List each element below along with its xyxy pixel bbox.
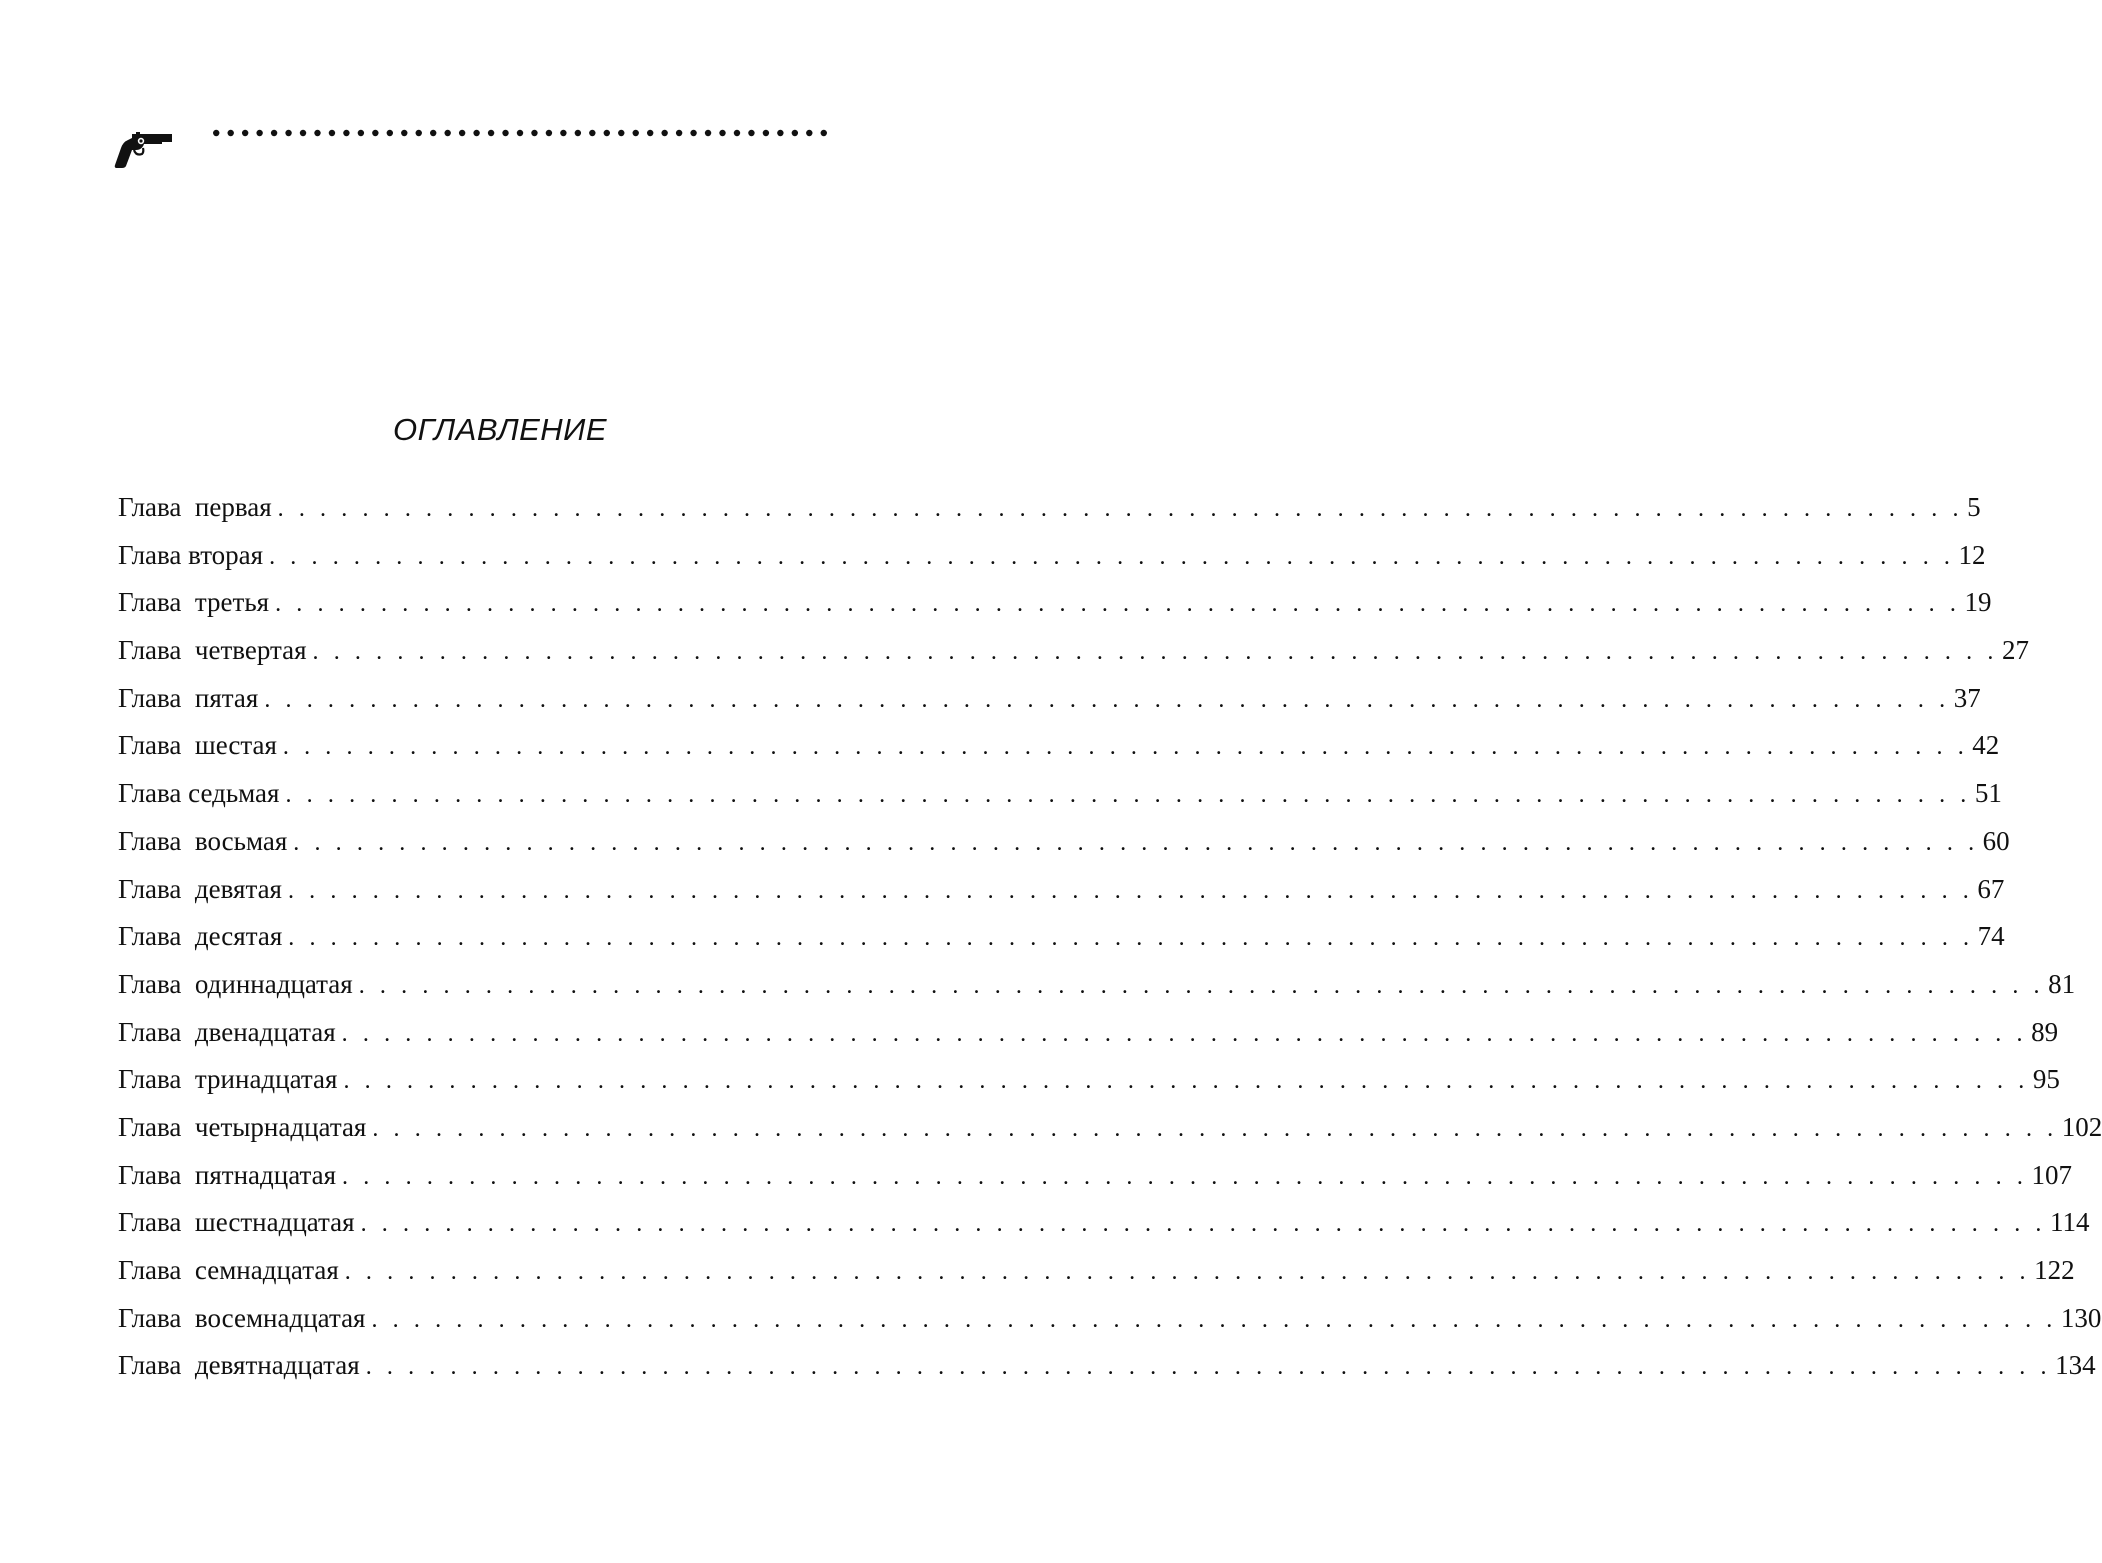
dot-leader: . . . . . . . . . . . . . . . . . . . . . . . . . . . . . . . . . . . . . . . . . . . . . . . . . . . . . . . . . . . . . . . . . . . . . . . . . . . . . . . . — [288, 925, 1974, 952]
toc-entry-page-number: 12 — [1958, 539, 1986, 570]
toc-entry-label: Глава семнадцатая — [118, 1255, 339, 1285]
toc-entry[interactable] — [118, 1350, 2096, 1398]
toc-entry[interactable] — [118, 1159, 2072, 1208]
toc-entry[interactable] — [118, 1064, 2060, 1112]
toc-entry[interactable] — [118, 1302, 2102, 1351]
table-of-contents — [118, 492, 2102, 1398]
dot-leader: . . . . . . . . . . . . . . . . . . . . . . . . . . . . . . . . . . . . . . . . . . . . . . . . . . . . . . . . . . . . . . . . . . . . . . . . . . . . . . . . — [344, 1259, 2031, 1285]
toc-entry-label: Глава четвертая — [118, 635, 307, 666]
dot-leader: . . . . . . . . . . . . . . . . . . . . . . . . . . . . . . . . . . . . . . . . . . . . . . . . . . . . . . . . . . . . . . . . . . . . . . . . . . . . . . . . — [275, 591, 1961, 618]
toc-entry-label: Глава первая — [118, 492, 272, 522]
dot-leader: . . . . . . . . . . . . . . . . . . . . . . . . . . . . . . . . . . . . . . . . . . . . . . . . . . . . . . . . . . . . . . . . . . . . . . . . . . . . . . . . — [277, 496, 1964, 522]
toc-entry-label: Глава девятнадцатая — [118, 1350, 360, 1381]
toc-entry[interactable] — [118, 921, 2005, 969]
toc-entry[interactable] — [118, 1207, 2090, 1255]
toc-entry-page-number: 37 — [1953, 682, 1981, 713]
toc-entry-label: Глава восемнадцатая — [118, 1302, 366, 1333]
toc-entry-page-number: 81 — [2048, 968, 2076, 999]
dot-leader: . . . . . . . . . . . . . . . . . . . . . . . . . . . . . . . . . . . . . . . . . . . . . . . . . . . . . . . . . . . . . . . . . . . . . . . . . . . . . . . . — [365, 1354, 2052, 1381]
dot-leader: . . . . . . . . . . . . . . . . . . . . . . . . . . . . . . . . . . . . . . . . . . . . . . . . . . . . . . . . . . . . . . . . . . . . . . . . . . . . . . . . — [312, 639, 1998, 666]
toc-entry-label: Глава третья — [118, 587, 270, 618]
toc-entry-page-number: 74 — [1977, 921, 2005, 952]
toc-entry-page-number: 134 — [2055, 1350, 2096, 1381]
dot-leader: . . . . . . . . . . . . . . . . . . . . . . . . . . . . . . . . . . . . . . . . . . . . . . . . . . . . . . . . . . . . . . . . . . . . . . . . . . . . . . . . — [343, 1068, 2029, 1095]
toc-entry-label: Глава десятая — [118, 921, 283, 952]
toc-entry[interactable] — [118, 1255, 2075, 1303]
toc-entry-label: Глава шестая — [118, 730, 277, 761]
toc-entry-page-number: 95 — [2032, 1064, 2060, 1095]
dot-leader: . . . . . . . . . . . . . . . . . . . . . . . . . . . . . . . . . . . . . . . . . . . . . . . . . . . . . . . . . . . . . . . . . . . . . . . . . . . . . . . . — [264, 686, 1950, 713]
toc-entry-label: Глава девятая — [118, 873, 282, 904]
toc-entry-page-number: 60 — [1982, 825, 2010, 856]
dot-leader: . . . . . . . . . . . . . . . . . . . . . . . . . . . . . . . . . . . . . . . . . . . . . . . . . . . . . . . . . . . . . . . . . . . . . . . . . . . . . . . . — [285, 782, 1971, 809]
dot-leader: . . . . . . . . . . . . . . . . . . . . . . . . . . . . . . . . . . . . . . . . . . . . . . . . . . . . . . . . . . . . . . . . . . . . . . . . . . . . . . . . — [293, 829, 1979, 856]
toc-entry[interactable] — [118, 587, 1992, 635]
toc-entry-page-number: 107 — [2031, 1159, 2072, 1190]
dot-leader: . . . . . . . . . . . . . . . . . . . . . . . . . . . . . . . . . . . . . . . . . . . . . . . . . . . . . . . . . . . . . . . . . . . . . . . . . . . . . . . . — [342, 1163, 2028, 1190]
toc-entry-page-number: 102 — [2061, 1111, 2102, 1142]
toc-entry-page-number: 5 — [1967, 492, 1981, 522]
toc-entry-label: Глава шестнадцатая — [118, 1207, 355, 1238]
dot-leader: . . . . . . . . . . . . . . . . . . . . . . . . . . . . . . . . . . . . . . . . . . . . . . . . . . . . . . . . . . . . . . . . . . . . . . . . . . . . . . . . — [269, 543, 1955, 570]
toc-entry-label: Глава тринадцатая — [118, 1064, 338, 1095]
dot-leader: . . . . . . . . . . . . . . . . . . . . . . . . . . . . . . . . . . . . . . . . . . . . . . . . . . . . . . . . . . . . . . . . . . . . . . . . . . . . . . . . — [287, 877, 1974, 904]
toc-entry-label: Глава одиннадцатая — [118, 968, 353, 999]
toc-entry-label: Глава пятая — [118, 682, 259, 713]
toc-entry-label: Глава седьмая — [118, 778, 280, 809]
dotted-rule — [209, 126, 831, 140]
toc-entry-label: Глава восьмая — [118, 825, 288, 856]
toc-entry-page-number: 122 — [2034, 1255, 2075, 1285]
toc-entry-page-number: 130 — [2060, 1302, 2102, 1333]
toc-entry-label: Глава двенадцатая — [118, 1016, 336, 1047]
page-header-ornament — [114, 122, 834, 172]
toc-entry-label: Глава четырнадцатая — [118, 1111, 367, 1142]
dot-leader: . . . . . . . . . . . . . . . . . . . . . . . . . . . . . . . . . . . . . . . . . . . . . . . . . . . . . . . . . . . . . . . . . . . . . . . . . . . . . . . . — [360, 1211, 2046, 1238]
toc-entry-label: Глава вторая — [118, 539, 264, 570]
toc-entry[interactable] — [118, 778, 2002, 826]
toc-entry-page-number: 27 — [2001, 635, 2029, 666]
dot-leader: . . . . . . . . . . . . . . . . . . . . . . . . . . . . . . . . . . . . . . . . . . . . . . . . . . . . . . . . . . . . . . . . . . . . . . . . . . . . . . . . — [358, 972, 2045, 999]
toc-entry[interactable] — [118, 825, 2010, 874]
toc-entry-page-number: 67 — [1977, 873, 2005, 904]
toc-entry[interactable] — [118, 635, 2029, 683]
toc-entry-page-number: 114 — [2050, 1207, 2090, 1238]
toc-entry[interactable] — [118, 1016, 2059, 1065]
toc-entry-label: Глава пятнадцатая — [118, 1159, 337, 1190]
toc-entry-page-number: 42 — [1972, 730, 2000, 761]
dot-leader: . . . . . . . . . . . . . . . . . . . . . . . . . . . . . . . . . . . . . . . . . . . . . . . . . . . . . . . . . . . . . . . . . . . . . . . . . . . . . . . . — [372, 1115, 2058, 1142]
revolver-icon — [114, 130, 176, 168]
toc-entry[interactable] — [118, 1111, 2102, 1160]
toc-entry[interactable] — [118, 730, 2000, 778]
toc-entry-page-number: 51 — [1974, 778, 2002, 809]
toc-entry[interactable] — [118, 873, 2005, 922]
toc-title: ОГЛАВЛЕНИЕ — [392, 412, 608, 447]
toc-entry[interactable] — [118, 682, 1981, 731]
toc-entry[interactable] — [118, 539, 1986, 588]
toc-entry[interactable] — [118, 968, 2076, 1017]
dot-leader: . . . . . . . . . . . . . . . . . . . . . . . . . . . . . . . . . . . . . . . . . . . . . . . . . . . . . . . . . . . . . . . . . . . . . . . . . . . . . . . . — [341, 1020, 2028, 1047]
toc-entry[interactable] — [118, 492, 1981, 540]
toc-entry-page-number: 19 — [1964, 587, 1992, 618]
toc-entry-page-number: 89 — [2031, 1016, 2059, 1047]
dot-leader: . . . . . . . . . . . . . . . . . . . . . . . . . . . . . . . . . . . . . . . . . . . . . . . . . . . . . . . . . . . . . . . . . . . . . . . . . . . . . . . . — [282, 734, 1969, 761]
dot-leader: . . . . . . . . . . . . . . . . . . . . . . . . . . . . . . . . . . . . . . . . . . . . . . . . . . . . . . . . . . . . . . . . . . . . . . . . . . . . . . . . — [371, 1306, 2057, 1333]
